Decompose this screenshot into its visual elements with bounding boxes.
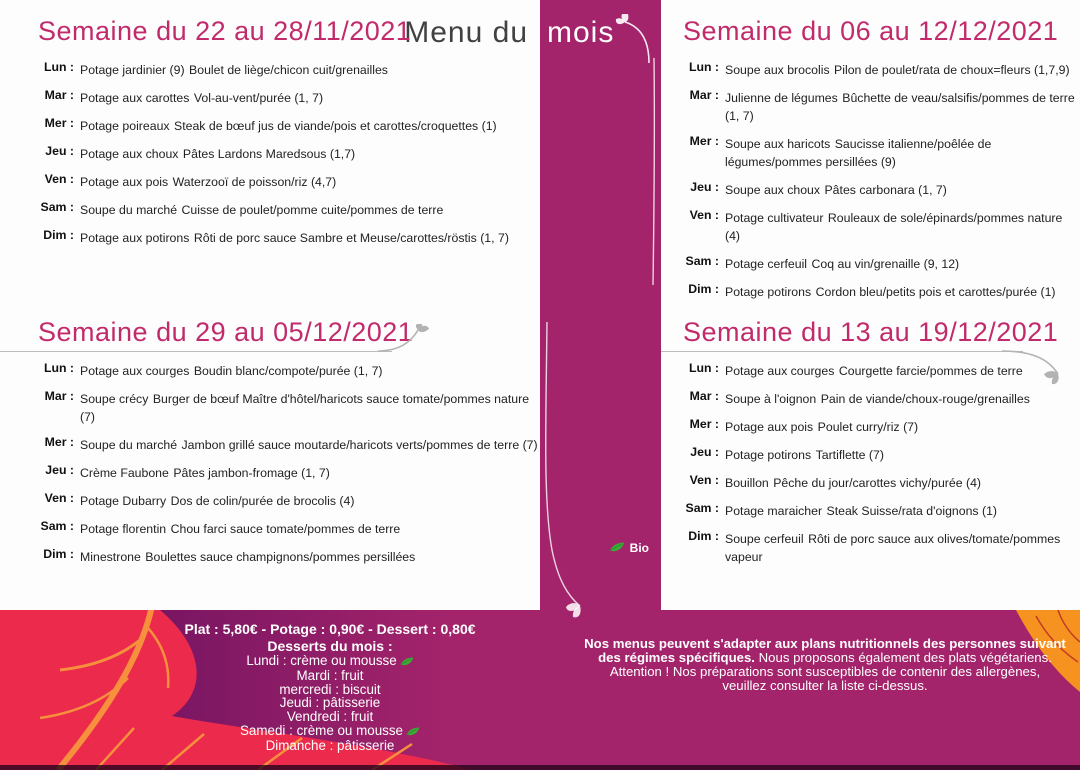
note-bold-text: Nos menus peuvent s'adapter aux plans nutritionnels des personnes suivant [584,636,1066,651]
soup-line: Soupe crécy [80,392,149,406]
dessert-text: Samedi : crème ou mousse [240,722,403,738]
week-title: Semaine du 13 au 19/12/2021 [683,317,1059,347]
desserts-title: Desserts du mois : [267,638,393,654]
main-dish-line: Pain de viande/choux-rouge/grenailles [820,392,1030,406]
soup-line: Potage florentin [80,522,167,536]
main-dish-line: Cuisse de poulet/pomme cuite/pommes de terre [181,203,444,217]
main-dish-line: Rôti de porc sauce Sambre et Meuse/carottes/röstis (1, 7) [193,231,509,245]
day-label: Dim : [688,529,719,543]
menu-entry [683,283,1080,301]
day-label: Dim : [688,282,719,296]
divider-line-left [0,351,392,352]
menu-entry [38,436,538,454]
day-label: Ven : [689,473,719,487]
menu-entry [38,61,538,79]
menu-entry [683,61,1080,79]
footer-band [0,610,1080,770]
dessert-item [128,683,532,697]
day-label: Mer : [689,417,719,431]
dish-lines [80,362,383,380]
main-dish-line: Burger de bœuf Maître d'hôtel/haricots sauce tomate/pommes nature (7) [80,392,530,424]
dish-lines [725,390,1030,408]
day-label: Dim : [43,547,74,561]
main-dish-line: Pâtes carbonara (1, 7) [824,183,947,197]
dish-lines [725,89,1080,125]
main-dish-line: Steak Suisse/rata d'oignons (1) [826,504,998,518]
soup-line: Potage potirons [725,285,812,299]
branch-icon [615,14,659,64]
dessert-text: Jeudi : pâtisserie [279,695,381,711]
soup-line: Julienne de légumes [725,91,838,105]
soup-line: Potage maraicher [725,504,823,518]
day-label: Ven : [44,491,74,505]
menu-entry [683,255,1080,273]
menu-entry [683,418,1080,436]
menu-entry [683,209,1080,245]
menu-entry [683,502,1080,520]
note-line [582,665,1068,679]
day-label: Jeu : [690,445,719,459]
main-dish-line: Saucisse italienne/poêlée de légumes/pommes persillées (9) [725,137,992,169]
dish-lines [80,61,388,79]
dish-lines [80,548,415,566]
main-dish-line: Boulet de liège/chicon cuit/grenailles [189,63,388,77]
soup-line: Potage aux pois [80,175,169,189]
main-dish-line: Boudin blanc/compote/purée (1, 7) [193,364,383,378]
main-dish-line: Rouleaux de sole/épinards/pommes nature (4) [725,211,1063,243]
dish-lines [80,436,538,454]
soup-line: Potage aux potirons [80,231,190,245]
menu-entry [38,390,538,426]
day-label: Mer : [689,134,719,148]
menu-entry [38,229,538,247]
main-dish-line: Dos de colin/purée de brocolis (4) [170,494,355,508]
day-label: Dim : [43,228,74,242]
day-label: Mer : [44,435,74,449]
menu-entry [38,464,538,482]
dish-lines [80,145,355,163]
dish-lines [725,209,1080,245]
dish-lines [80,492,354,510]
main-dish-line: Bûchette de veau/salsifis/pommes de terre (1, 7) [725,91,1075,123]
soup-line: Potage jardinier (9) [80,63,185,77]
day-label: Jeu : [45,463,74,477]
branch-icon [378,324,430,358]
day-label: Sam : [40,200,74,214]
day-label: Sam : [40,519,74,533]
dish-lines [725,362,1023,380]
day-label: Lun : [688,361,719,375]
soup-line: Soupe du marché [80,203,178,217]
main-dish-line: Pâtes Lardons Maredsous (1,7) [182,147,356,161]
menu-entry [683,474,1080,492]
main-dish-line: Boulettes sauce champignons/pommes persillées [145,550,416,564]
note-regular-text: Attention ! Nos préparations sont susceptibles de contenir des allergènes, [609,663,1041,679]
dessert-text: Dimanche : pâtisserie [265,737,395,753]
menu-entry [38,145,538,163]
soup-line: Bouillon [725,476,769,490]
menu-entry [38,548,538,566]
week-entries [38,61,538,247]
soup-line: Soupe du marché [80,438,178,452]
bio-leaf-icon [406,725,420,739]
main-dish-line: Courgette farcie/pommes de terre [838,364,1023,378]
soup-line: Potage poireaux [80,119,170,133]
week-entries [38,362,538,566]
note-regular-text: Nous proposons également des plats végétariens. [754,649,1052,665]
day-label: Mar : [689,389,719,403]
menu-entry [38,362,538,380]
day-label: Mar : [44,389,74,403]
main-dish-line: Poulet curry/riz (7) [817,420,919,434]
soup-line: Crème Faubone [80,466,169,480]
week-section-3 [683,16,1080,311]
menu-entry [38,201,538,219]
soup-line: Minestrone [80,550,141,564]
dessert-item [128,710,532,724]
note-line [582,679,1068,693]
dessert-item [128,739,532,753]
soup-line: Potage aux courges [725,364,835,378]
branch-icon [1002,350,1074,390]
main-dish-line: Steak de bœuf jus de viande/pois et carottes/croquettes (1) [174,119,497,133]
main-dish-line: Pilon de poulet/rata de choux=fleurs (1,7,9) [834,63,1070,77]
day-label: Ven : [44,172,74,186]
main-dish-line: Chou farci sauce tomate/pommes de terre [170,522,401,536]
dessert-text: mercredi : biscuit [279,681,381,697]
soup-line: Potage potirons [725,448,812,462]
dish-lines [80,520,400,538]
dish-lines [80,173,336,191]
menu-entry [683,530,1080,566]
soup-line: Potage aux carottes [80,91,190,105]
main-dish-line: Tartiflette (7) [815,448,884,462]
dish-lines [725,474,981,492]
menu-entry [683,89,1080,125]
dessert-item [128,696,532,710]
desserts-list [128,654,532,753]
main-dish-line: Coq au vin/grenaille (9, 12) [811,257,960,271]
day-label: Mar : [44,88,74,102]
menu-entry [683,446,1080,464]
divider-line-right [661,351,1023,352]
main-dish-line: Waterzooï de poisson/riz (4,7) [172,175,337,189]
menu-entry [683,390,1080,408]
dish-lines [725,446,884,464]
soup-line: Soupe aux choux [725,183,821,197]
day-label: Lun : [688,60,719,74]
bio-leaf-icon [400,655,414,669]
bio-leaf-icon [609,541,625,555]
day-label: Jeu : [45,144,74,158]
day-label: Jeu : [690,180,719,194]
soup-line: Potage aux choux [80,147,179,161]
main-dish-line: Rôti de porc sauce aux olives/tomate/pommes vapeur [725,532,1061,564]
dessert-item [128,724,532,739]
bottom-edge-strip [0,765,1080,770]
day-label: Ven : [689,208,719,222]
day-label: Mer : [44,116,74,130]
menu-entry [38,492,538,510]
dish-lines [725,135,1080,171]
soup-line: Soupe cerfeuil [725,532,804,546]
dessert-item [128,669,532,683]
menu-entry [38,520,538,538]
week-section-1 [38,16,538,257]
bio-label: Bio [629,541,649,555]
main-dish-line: Cordon bleu/petits pois et carottes/purée (1) [815,285,1056,299]
main-dish-line: Pâtes jambon-fromage (1, 7) [173,466,330,480]
prices-block [128,622,532,753]
allergen-column [540,0,661,610]
dish-lines [80,464,330,482]
dessert-item [128,654,532,669]
dish-lines [725,255,959,273]
main-dish-line: Vol-au-vent/purée (1, 7) [193,91,324,105]
soup-line: Potage aux pois [725,420,814,434]
menu-entry [38,89,538,107]
dessert-text: Lundi : crème ou mousse [246,653,397,668]
menu-entry [683,135,1080,171]
soup-line: Potage Dubarry [80,494,167,508]
dish-lines [80,89,323,107]
day-label: Mar : [689,88,719,102]
day-label: Sam : [685,501,719,515]
menu-entry [683,181,1080,199]
dish-lines [725,283,1056,301]
week-title: Semaine du 22 au 28/11/2021 [38,16,412,46]
week-entries [683,61,1080,301]
menu-entry [38,173,538,191]
note-regular-text: veuillez consulter la liste ci-dessus. [722,677,928,693]
day-label: Sam : [685,254,719,268]
dish-lines [80,390,538,426]
menu-entry [38,117,538,135]
dish-lines [725,181,947,199]
note-line [582,637,1068,651]
soup-line: Soupe à l'oignon [725,392,817,406]
dessert-text: Vendredi : fruit [286,709,374,725]
note-line [582,651,1068,665]
dessert-text: Mardi : fruit [296,667,364,683]
day-label: Lun : [43,361,74,375]
dish-lines [725,530,1080,566]
dish-lines [725,418,918,436]
note-paragraph [582,637,1068,693]
page-title-left: Menu du [404,16,528,49]
dish-lines [80,201,443,219]
soup-line: Soupe aux haricots [725,137,831,151]
week-title: Semaine du 06 au 12/12/2021 [683,16,1059,46]
week-title: Semaine du 29 au 05/12/2021 [38,317,414,347]
dish-lines [725,61,1070,79]
dish-lines [725,502,997,520]
page-title-right: mois [547,16,615,49]
week-section-2 [38,317,538,576]
dish-lines [80,229,509,247]
dish-lines [80,117,497,135]
week-entries [683,362,1080,566]
delivery-block [582,624,1068,693]
soup-line: Potage cultivateur [725,211,824,225]
allergen-list [547,136,649,148]
bio-row [609,541,649,555]
soup-line: Potage aux courges [80,364,190,378]
day-label: Lun : [43,60,74,74]
prices-line: Plat : 5,80€ - Potage : 0,90€ - Dessert : 0,80€ [184,621,476,637]
main-dish-line: Pêche du jour/carottes vichy/purée (4) [773,476,982,490]
soup-line: Soupe aux brocolis [725,63,830,77]
soup-line: Potage cerfeuil [725,257,808,271]
note-bold-text: des régimes spécifiques. [598,649,755,665]
main-dish-line: Jambon grillé sauce moutarde/haricots verts/pommes de terre (7) [181,438,538,452]
